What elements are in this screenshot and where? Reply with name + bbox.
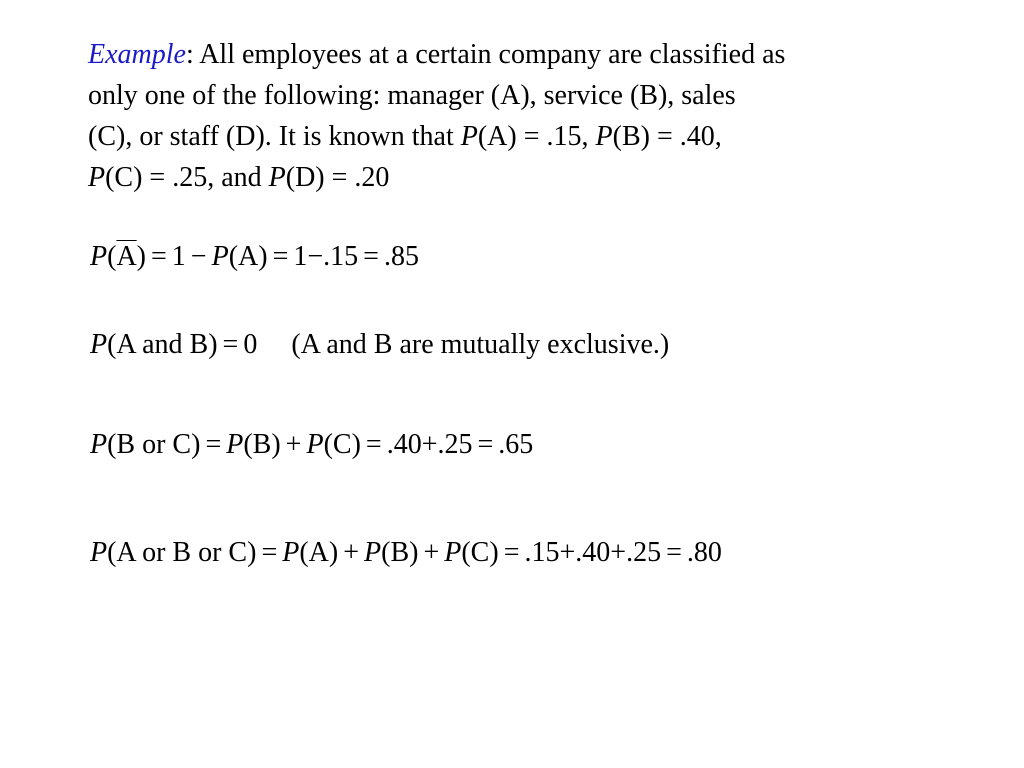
p-symbol: P <box>211 241 229 272</box>
equation-mutually-exclusive <box>90 328 669 362</box>
example-label: Example <box>88 39 186 70</box>
equation-complement <box>90 240 419 274</box>
paren-open: ( <box>107 241 117 272</box>
complement-event: $\overline{A}$ <box>116 241 137 272</box>
equals-sign: = <box>261 537 278 568</box>
p-symbol: P <box>90 537 108 568</box>
equals-sign: = <box>151 241 167 272</box>
event-arg: (A and B) <box>107 329 218 360</box>
plus-sign: + <box>343 537 360 568</box>
event-arg: (A or B or C) <box>107 537 257 568</box>
p-symbol: P <box>595 121 613 152</box>
p-symbol: P <box>268 162 286 193</box>
intro-line-3 <box>88 116 968 157</box>
p-symbol: P <box>444 537 462 568</box>
p-symbol: P <box>364 537 382 568</box>
p-symbol: P <box>90 429 108 460</box>
prob-c-arg: (C) <box>323 429 361 460</box>
result: 0 <box>243 329 258 360</box>
p-symbol: P <box>306 429 324 460</box>
equals-sign: = <box>503 537 520 568</box>
intro-line-4 <box>88 157 968 198</box>
prob-a-given: (A) = .15, <box>477 121 596 152</box>
equals-sign: = <box>205 429 222 460</box>
one: 1 <box>171 241 186 272</box>
event-arg: (B or C) <box>107 429 201 460</box>
prob-c-given: (C) = .25, and <box>105 162 269 193</box>
intro-line-2: only one of the following: manager (A), service (B), sales <box>88 80 736 111</box>
equals-sign: = <box>477 429 494 460</box>
paren-close: ) <box>136 241 146 272</box>
result: .80 <box>686 537 722 568</box>
result: .85 <box>383 241 419 272</box>
equation-b-or-c <box>90 428 533 462</box>
p-symbol: P <box>90 329 108 360</box>
calculation: 1−.15 <box>293 241 359 272</box>
calculation: .40+.25 <box>386 429 473 460</box>
prob-b-arg: (B) <box>243 429 281 460</box>
equals-sign: = <box>272 241 289 272</box>
minus-sign: − <box>190 241 207 272</box>
prob-b-arg: (B) <box>381 537 419 568</box>
equals-sign: = <box>363 241 379 272</box>
equation-a-or-b-or-c <box>90 536 722 570</box>
p-symbol: P <box>88 162 106 193</box>
intro-line-1 <box>88 34 968 75</box>
problem-statement <box>88 34 968 198</box>
intro-line-3-text: (C), or staff (D). It is known that <box>88 121 461 152</box>
equals-sign: = <box>666 537 682 568</box>
p-symbol: P <box>460 121 478 152</box>
intro-line-1-text: : All employees at a certain company are classified as <box>185 39 786 70</box>
prob-c-arg: (C) <box>461 537 499 568</box>
prob-d-given: (D) = .20 <box>285 162 390 193</box>
p-symbol: P <box>90 241 108 272</box>
equals-sign: = <box>365 429 382 460</box>
p-symbol: P <box>226 429 244 460</box>
plus-sign: + <box>285 429 302 460</box>
plus-sign: + <box>423 537 440 568</box>
prob-a-arg: (A) <box>228 241 268 272</box>
equals-sign: = <box>222 329 239 360</box>
p-symbol: P <box>282 537 300 568</box>
calculation: .15+.40+.25 <box>524 537 662 568</box>
equation-note: (A and B are mutually exclusive.) <box>291 329 670 360</box>
prob-b-given: (B) = .40, <box>612 121 722 152</box>
result: .65 <box>498 429 534 460</box>
prob-a-arg: (A) <box>299 537 339 568</box>
